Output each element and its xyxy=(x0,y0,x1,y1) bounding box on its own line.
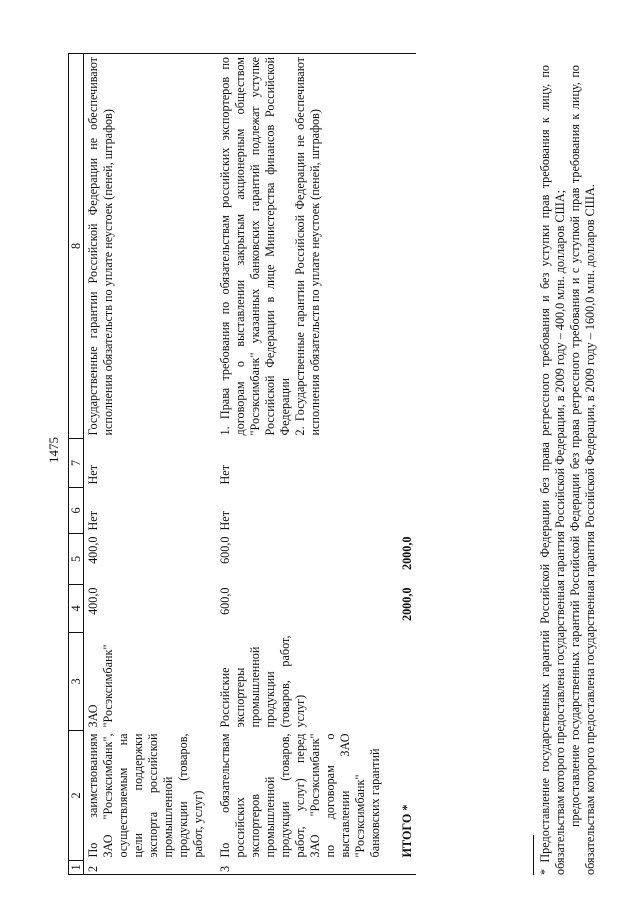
column-number: 8 xyxy=(69,54,84,439)
column-number: 7 xyxy=(69,439,84,488)
footnote: предоставление государственных гарантий Российской Федерации без права регрессного требования и с уступкой прав требования к лицу, по обязательствам которого предоставлена государственная гарантия Российской Федерации, в 2009 году – 1600,0 млн. долларов США. xyxy=(568,65,597,875)
total-col5: 2000,0 xyxy=(400,536,414,571)
column-number: 6 xyxy=(69,488,84,534)
column-number: 1 xyxy=(69,861,84,875)
amount-col5: 600,0 xyxy=(218,536,232,564)
column-number: 5 xyxy=(69,534,84,585)
page-number: 1475 xyxy=(46,437,61,463)
footnotes xyxy=(538,65,598,875)
other-conditions: Государственные гарантии Российской Федерации не обеспечивают исполнения обязательств по уплате неустоек (пеней, штрафов) xyxy=(84,54,213,439)
table-row xyxy=(84,54,213,875)
column-number: 3 xyxy=(69,633,84,731)
total-row xyxy=(384,54,416,875)
total-col4: 2000,0 xyxy=(400,587,414,622)
column-number: 4 xyxy=(69,585,84,633)
guarantees-table xyxy=(68,53,416,875)
footnote: * Предоставление государственных гарантий Российской Федерации без права регрессного требования и без уступки прав требования к лицу, по обязательствам которого предоставлена государственная гарантия Российской Федерации, в 2009 году – 400,0 млн. долларов США; xyxy=(538,65,567,875)
guarantee-purpose: По заимствованиям ЗАО "Росэксимбанк", осуществляемым на цели поддержки экспорта российской промышленной продукции (товаров, работ, услуг) xyxy=(86,733,205,858)
amount-col5: 400,0 xyxy=(86,536,100,564)
guarantee-purpose: По обязательствам российских экспортеров промышленной продукции (товаров, работ, услуг) перед ЗАО "Росэксимбанк" по договорам о выставлении ЗАО "Росэксимбанк" банковских гарантий xyxy=(218,733,382,858)
row-number: 2 xyxy=(84,861,213,875)
condition-item: 2. Государственные гарантии Российской Федерации не обеспечивают исполнения обязательств по уплате неустоек (пеней, штрафов) xyxy=(293,57,322,436)
column-number: 2 xyxy=(69,731,84,861)
row-number: 3 xyxy=(212,861,384,875)
table-row xyxy=(212,54,384,875)
collateral-check: Нет xyxy=(86,464,100,485)
amount-col4: 600,0 xyxy=(218,587,232,615)
other-conditions xyxy=(212,54,384,439)
condition-item: 1. Права требования по обязательствам российских экспортеров по договорам о выставлении закрытым акционерным обществом "Росэксимбанк" указанных банковских гарантий подлежат уступке Российской Федерации в лице Министерства финансов Российской Федерации xyxy=(218,57,292,436)
regress-right: Нет xyxy=(218,510,232,531)
collateral-check: Нет xyxy=(218,464,232,485)
principal-name: ЗАО "Росэксимбанк" xyxy=(86,644,115,728)
principal-name: Российские экспортеры промышленной продукции (товаров, работ, услуг) xyxy=(218,635,307,728)
column-number-row xyxy=(69,54,84,875)
total-label: ИТОГО * xyxy=(400,804,414,858)
regress-right: Нет xyxy=(86,510,100,531)
amount-col4: 400,0 xyxy=(86,587,100,615)
footnote-separator xyxy=(533,835,534,875)
